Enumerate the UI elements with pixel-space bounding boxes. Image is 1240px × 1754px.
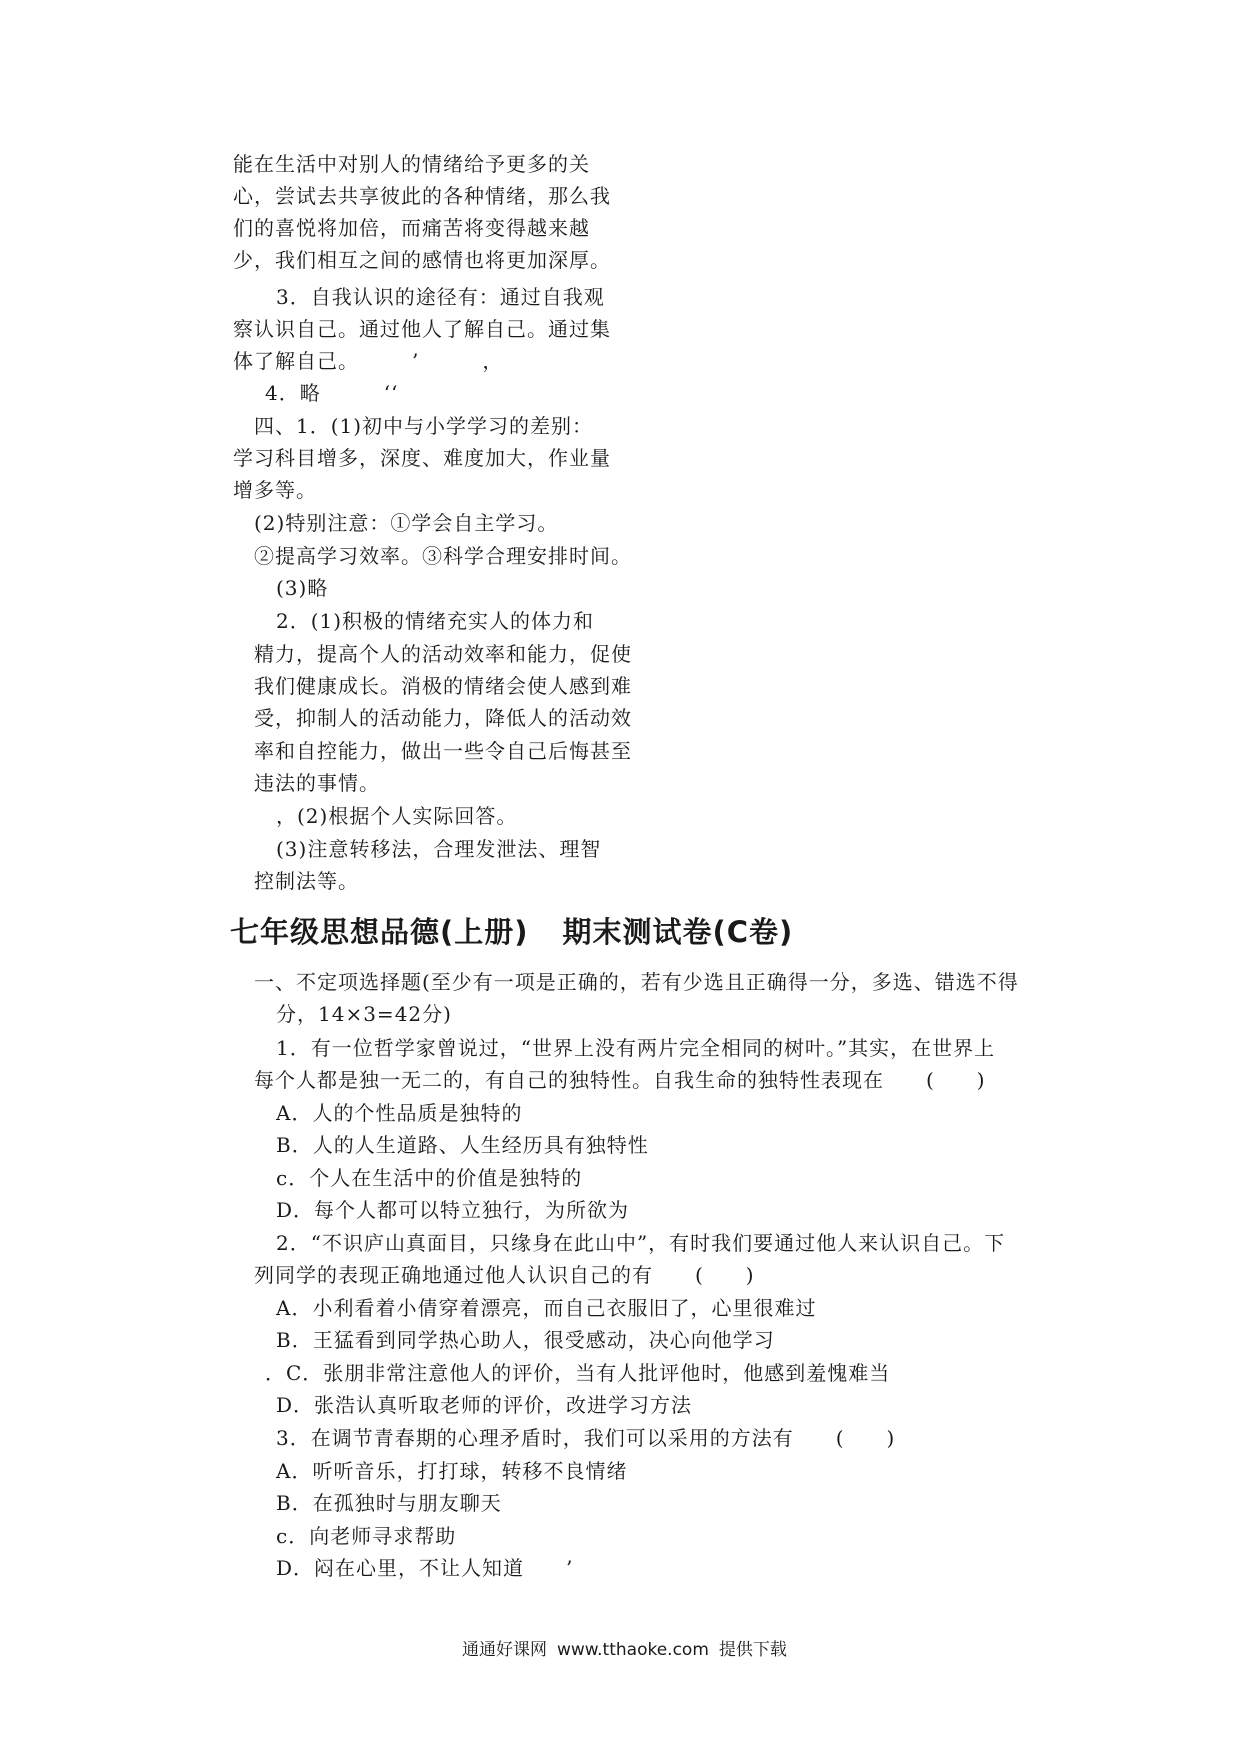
footer-suffix: 提供下载: [718, 1640, 787, 1660]
option-b: B．王猛看到同学热心助人，很受感动，决心向他学习: [276, 1328, 775, 1352]
answer-line: 精力，提高个人的活动效率和能力，促使: [254, 642, 632, 666]
answer-line: 学习科目增多，深度、难度加大，作业量: [233, 446, 611, 470]
answer-line: 违法的事情。: [254, 771, 380, 795]
option-a: A．人的个性品质是独特的: [276, 1101, 523, 1125]
exam-title-paper: 期末测试卷(C卷): [562, 915, 794, 949]
answer-line: 们的喜悦将加倍，而痛苦将变得越来越: [233, 216, 590, 240]
question-stem: 每个人都是独一无二的，有自己的独特性。自我生命的独特性表现在 ( ): [254, 1068, 986, 1092]
answer-line: 增多等。: [233, 478, 317, 502]
answer-line: (2)特别注意：①学会自主学习。: [254, 511, 559, 535]
answer-line: 率和自控能力，做出一些令自己后悔甚至: [254, 739, 632, 763]
option-a: A．小利看着小倩穿着漂亮，而自己衣服旧了，心里很难过: [276, 1296, 817, 1320]
question-stem: 列同学的表现正确地通过他人认识自己的有 ( ): [254, 1263, 755, 1287]
answer-line: (3)注意转移法，合理发泄法、理智: [276, 837, 602, 861]
section-instruction-cont: 分，14×3=42分): [276, 1002, 452, 1026]
answer-line: 控制法等。: [254, 869, 359, 893]
option-c: ．C．张朋非常注意他人的评价，当有人批评他时，他感到羞愧难当: [265, 1361, 891, 1385]
option-a: A．听听音乐，打打球，转移不良情绪: [276, 1459, 628, 1483]
answer-line: 受，抑制人的活动能力，降低人的活动效: [254, 706, 632, 730]
footer-url[interactable]: www.tthaoke.com: [557, 1640, 709, 1660]
option-d: D．张浩认真听取老师的评价，改进学习方法: [276, 1393, 693, 1417]
option-c: c．个人在生活中的价值是独特的: [276, 1166, 583, 1190]
answer-line: (3)略: [276, 576, 329, 600]
exam-title: [230, 912, 793, 952]
option-b: B．在孤独时与朋友聊天: [276, 1491, 502, 1515]
answer-line: 四、1．(1)初中与小学学习的差别：: [254, 414, 594, 438]
option-d: D．闷在心里，不让人知道 ’: [276, 1556, 574, 1580]
answer-line: 察认识自己。通过他人了解自己。通过集: [233, 317, 611, 341]
answer-line: 体了解自己。 ’ ，: [233, 349, 504, 373]
option-b: B．人的人生道路、人生经历具有独特性: [276, 1133, 649, 1157]
page-footer: [462, 1638, 787, 1662]
answer-line: 2．(1)积极的情绪充实人的体力和: [276, 609, 595, 633]
answer-line: 心，尝试去共享彼此的各种情绪，那么我: [233, 184, 611, 208]
question-stem: 3．在调节青春期的心理矛盾时，我们可以采用的方法有 ( ): [276, 1426, 896, 1450]
answer-line: 能在生活中对别人的情绪给予更多的关: [233, 152, 590, 176]
answer-line: ，(2)根据个人实际回答。: [276, 804, 518, 828]
answer-line: 3．自我认识的途径有：通过自我观: [276, 285, 605, 309]
answer-line: ②提高学习效率。③科学合理安排时间。: [254, 544, 632, 568]
answer-line: 我们健康成长。消极的情绪会使人感到难: [254, 674, 632, 698]
section-instruction: 一、不定项选择题(至少有一项是正确的，若有少选且正确得一分，多选、错选不得: [254, 970, 1019, 994]
question-stem: 1．有一位哲学家曾说过，“世界上没有两片完全相同的树叶。”其实，在世界上: [276, 1036, 996, 1060]
option-d: D．每个人都可以特立独行，为所欲为: [276, 1198, 630, 1222]
exam-title-subject: 七年级思想品德(上册): [230, 915, 529, 949]
question-stem: 2．“不识庐山真面目，只缘身在此山中”，有时我们要通过他人来认识自己。下: [276, 1231, 1006, 1255]
footer-site-name: 通通好课网: [462, 1640, 547, 1660]
option-c: c．向老师寻求帮助: [276, 1524, 457, 1548]
answer-line: 少，我们相互之间的感情也将更加深厚。: [233, 248, 611, 272]
answer-line: 4．略 ‘‘: [265, 381, 399, 405]
